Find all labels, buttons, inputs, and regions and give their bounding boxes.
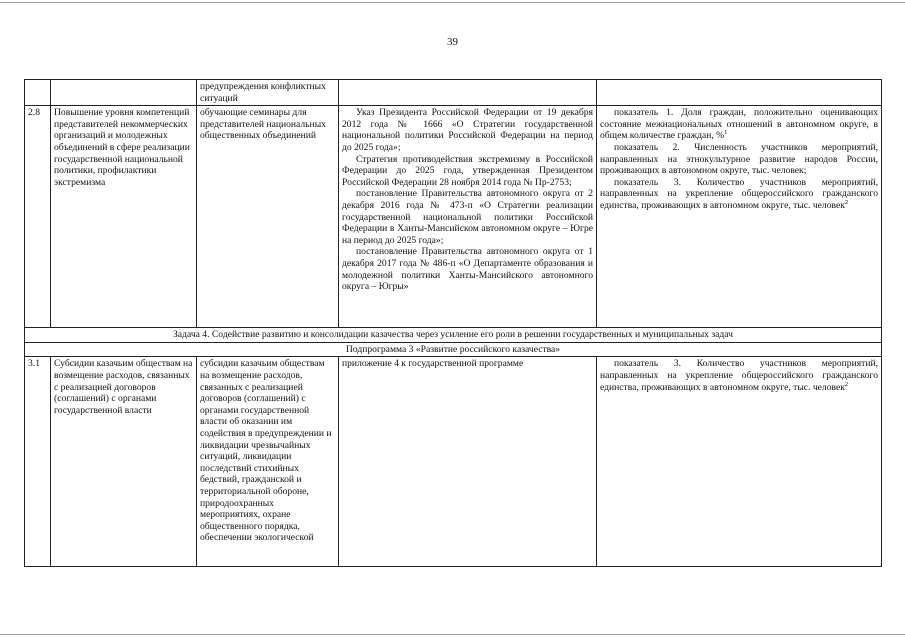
table-row-2-8 — [25, 106, 882, 328]
row-name: Субсидии казачьим обществам на возмещение расходов, связанных с реализацией договоров (соглашений) с органами государственной власти — [51, 357, 197, 567]
task-4-heading: Задача 4. Содействие развитию и консолидации казачества через усиление его роли в решении государственных и муниципальных задач — [25, 328, 882, 343]
indicator-item: показатель 2. Численность участников мероприятий, направленных на этнокультурное развитие народов России, проживающих в автономном округе, тыс. человек; — [600, 141, 878, 177]
table-row-3-1 — [25, 357, 882, 567]
row-docs: приложение 4 к государственной программе — [339, 357, 597, 567]
doc-item: Указ Президента Российской Федерации от 19 декабря 2012 года № 1666 «О Стратегии государственной национальной политики Российской Федерации на период до 2025 года»; — [342, 107, 593, 153]
scan-edge-bottom — [0, 634, 905, 635]
footnote-ref: 2 — [844, 380, 849, 388]
cell-indicators — [597, 80, 882, 106]
subprogram-row — [25, 342, 882, 357]
doc-item: постановление Правительства автономного округа от 2 декабря 2016 года № 473-п «О Стратегии реализации государственной национальной политики Российской Федерации в Ханты-Мансийском автономном округе – Югре на период до 2025 года»; — [342, 188, 593, 246]
cell-docs — [339, 80, 597, 106]
scan-edge-top — [0, 2, 905, 3]
doc-item: Стратегия противодействия экстремизму в Российской Федерации до 2025 года, утвержденная Президентом Российской Федерации 28 ноября 2014 года № Пр-2753; — [342, 153, 593, 188]
cell-event: предупреждения конфликтных ситуаций — [197, 80, 339, 106]
subprogram-3-heading: Подпрограмма 3 «Развитие российского казачества» — [25, 342, 882, 357]
row-event: обучающие семинары для представителей национальных общественных объединений — [197, 106, 339, 328]
indicator-item: показатель 3. Количество участников мероприятий, направленных на укрепление общероссийского гражданского единства, проживающих в автономном округе, тыс. человек$^2$ — [600, 176, 878, 211]
indicator-item: показатель 1. Доля граждан, положительно оценивающих состояние межнациональных отношений в автономном округе, в общем количестве граждан, %$^1$ — [600, 107, 878, 142]
row-name: Повышение уровня компетенций представителей некоммерческих организаций и молодежных объединений в сфере реализации государственной национальной политики, профилактики экстремизма — [51, 106, 197, 328]
cell-num — [25, 80, 51, 106]
doc-item: постановление Правительства автономного округа от 1 декабря 2017 года № 486-п «О Департаменте образования и молодежной политики Ханты-Мансийского автономного округа – Югры» — [342, 246, 593, 293]
page-number: 39 — [447, 36, 458, 48]
row-number: 3.1 — [25, 357, 51, 567]
row-indicators — [597, 357, 882, 567]
row-event: субсидии казачьим обществам на возмещение расходов, связанных с реализацией договоров (соглашений) с органами государственной власти об оказании им содействия в предупреждении и ликвидации чрезвычайных ситуаций, ликвидации последствий стихийных бедствий, гражданской и территориальной обороне, природоохранных мероприятиях, охране общественного порядка, обеспечении экологической — [197, 357, 339, 567]
row-docs — [339, 106, 597, 328]
cell-name — [51, 80, 197, 106]
indicator-item: показатель 3. Количество участников мероприятий, направленных на укрепление общероссийского гражданского единства, проживающих в автономном округе, тыс. человек$^2$ — [600, 358, 878, 393]
program-table — [24, 79, 882, 567]
row-indicators — [597, 106, 882, 328]
row-number: 2.8 — [25, 106, 51, 328]
table-row-continuation — [25, 80, 882, 106]
task-row — [25, 328, 882, 343]
footnote-ref: 1 — [724, 129, 728, 137]
footnote-ref: 2 — [844, 198, 849, 206]
